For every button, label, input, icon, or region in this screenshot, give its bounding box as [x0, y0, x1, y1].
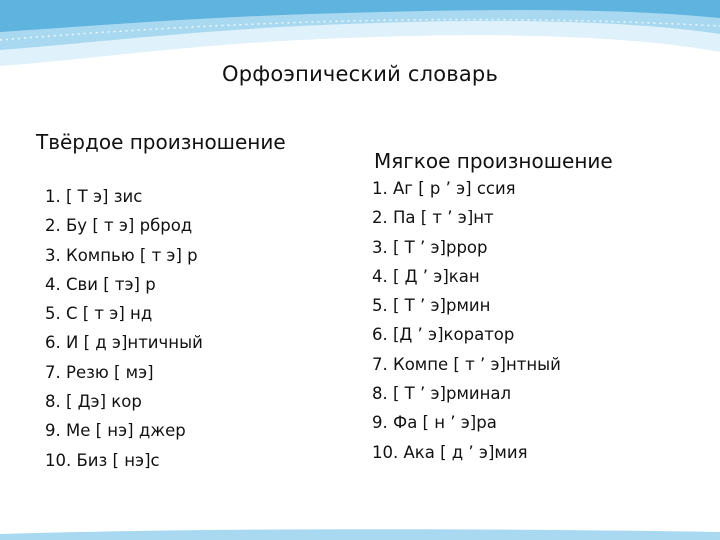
list-item: 2. Па [ т ’ э]нт	[372, 208, 494, 228]
list-item: 6. И [ д э]нтичный	[45, 333, 203, 353]
list-item: 7. Резю [ мэ]	[45, 362, 154, 382]
list-item: 5. С [ т э] нд	[45, 304, 153, 324]
list-item: 4. Сви [ тэ] р	[45, 274, 156, 294]
list-item: 2. Бу [ т э] рброд	[45, 216, 193, 236]
list-item: 1. [ Т э] зис	[45, 187, 143, 206]
list-item: 5. [ Т ’ э]рмин	[372, 296, 491, 316]
list-item: 8. [ Дэ] кор	[45, 392, 142, 412]
list-item: 3. Компью [ т э] р	[45, 245, 198, 265]
hard-pronunciation-list	[45, 182, 203, 475]
list-item: 9. Ме [ нэ] джер	[45, 421, 186, 441]
hard-pronunciation-heading: Твёрдое произношение	[36, 130, 286, 154]
footer-wave-decoration	[0, 526, 720, 540]
list-item: 1. Аг [ р ’ э] ссия	[372, 179, 516, 198]
list-item: 3. [ Т ’ э]ррор	[372, 237, 488, 257]
list-item: 9. Фа [ н ’ э]ра	[372, 413, 497, 433]
list-item: 8. [ Т ’ э]рминал	[372, 384, 512, 404]
list-item: 10. Ака [ д ’ э]мия	[372, 442, 528, 462]
list-item: 7. Компе [ т ’ э]нтный	[372, 354, 561, 374]
list-item: 4. [ Д ’ э]кан	[372, 266, 480, 286]
page-title: Орфоэпический словарь	[221, 62, 499, 86]
list-item: 10. Биз [ нэ]с	[45, 450, 160, 470]
list-item: 6. [Д ’ э]коратор	[372, 325, 515, 345]
soft-pronunciation-heading: Мягкое произношение	[374, 149, 613, 173]
soft-pronunciation-list	[372, 174, 561, 467]
